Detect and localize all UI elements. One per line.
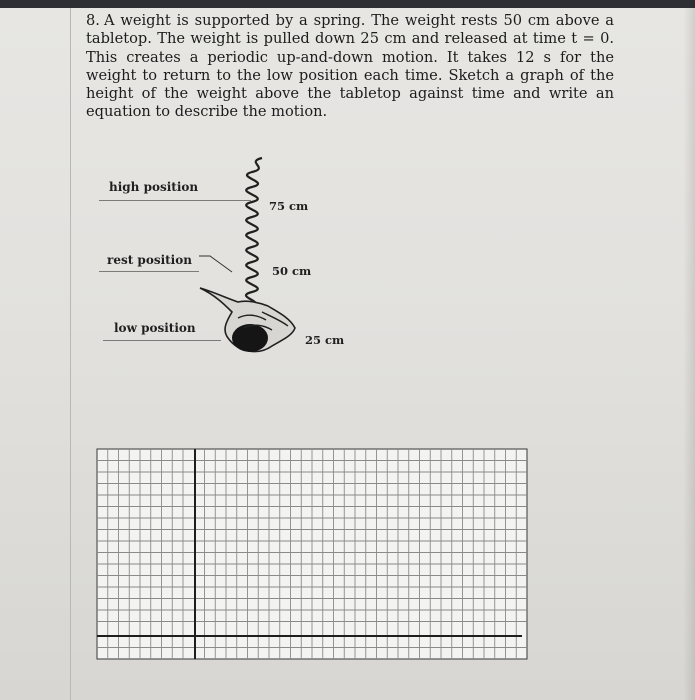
problem-text: A weight is supported by a spring. The weight rests 50 cm above a tabletop. The weight is pulled down 25 cm and released at time t = 0. This creates a periodic up-and-down motion. It takes 12 s for the weight to return to the low position each time. Sketch a graph of the height of the weight above the tabletop against time and write an equation to describe the motion.	[86, 12, 614, 121]
rest-height-value: 50 cm	[272, 264, 312, 278]
low-position-label: low position	[114, 321, 196, 335]
weight-ball	[232, 324, 268, 352]
spring-illustration	[199, 158, 262, 318]
spring-coil	[245, 158, 262, 318]
rest-pointer	[199, 256, 232, 272]
high-height-value: 75 cm	[269, 199, 309, 213]
rest-position-label: rest position	[107, 253, 192, 267]
low-height-value: 25 cm	[305, 333, 345, 347]
high-position-label: high position	[109, 180, 199, 194]
blank-graph-grid	[97, 449, 527, 659]
problem-number: 8.	[86, 12, 100, 29]
